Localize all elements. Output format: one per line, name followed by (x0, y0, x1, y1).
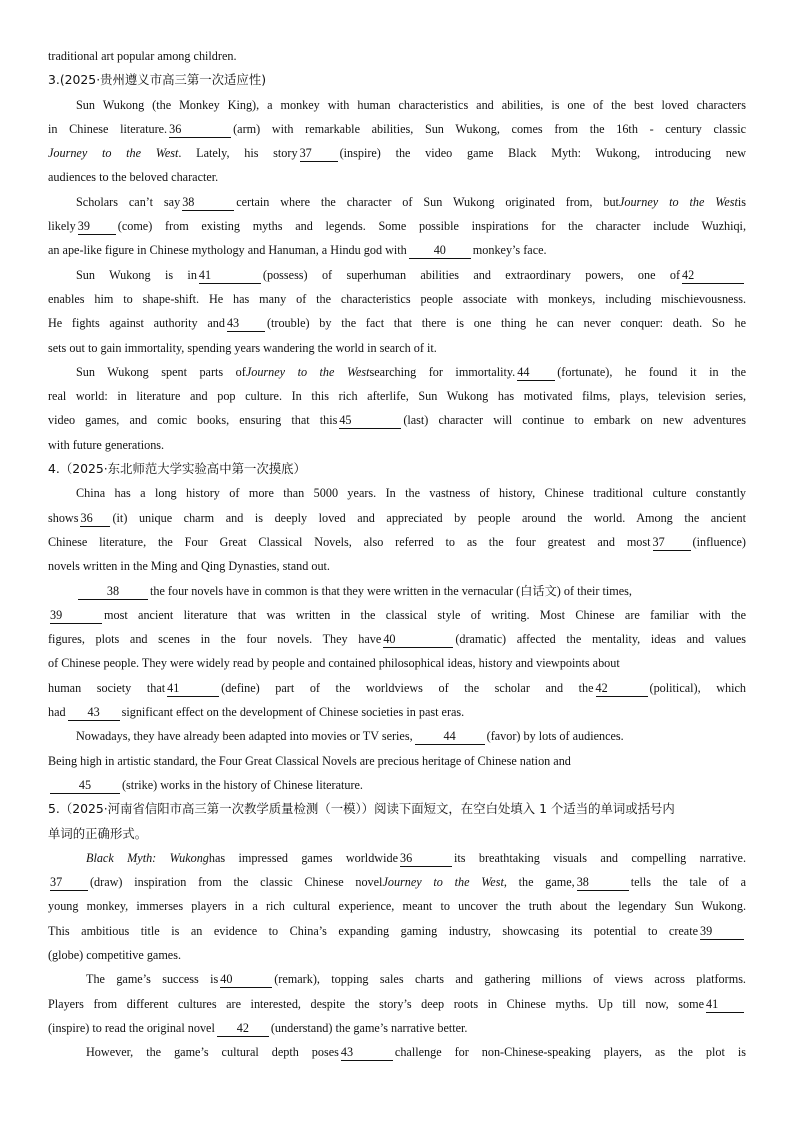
text-line: Black Myth: Wukonghas impressed games worldwide 36 its breathtaking visuals and compelling narrative. (86, 850, 746, 865)
text-line: human society that 41 (define) part of the worldviews of the scholar and the 42 (political), which (48, 680, 746, 695)
text-line: novels written in the Ming and Qing Dynasties, stand out. (48, 559, 330, 574)
blank-44[interactable]: 44 (415, 729, 485, 745)
text-line: traditional art popular among children. (48, 49, 237, 63)
text-line: figures, plots and scenes in the four novels. They have 40 (dramatic) affected the mentality, ideas and values (48, 632, 746, 647)
blank-42[interactable]: 42 (682, 268, 744, 284)
blank-43[interactable]: 43 (227, 316, 265, 332)
section-heading-cont: 单词的正确形式。 (48, 825, 148, 841)
text-line: shows 36 (it) unique charm and is deeply loved and appreciated by people around the world. Among the ancient (48, 510, 746, 525)
text-line: with future generations. (48, 437, 165, 452)
blank-40[interactable]: 40 (220, 972, 272, 988)
blank-40[interactable]: 40 (409, 243, 471, 259)
text-line: enables him to shape-shift. He has many of the characteristics people associate with monkeys, including mischievousness. (48, 291, 746, 306)
text-line: 37 (draw) inspiration from the classic Chinese novelJourney to the West, the game, 38 tells the tale of a (50, 875, 746, 890)
blank-45[interactable]: 45 (339, 413, 401, 429)
blank-36[interactable]: 36 (400, 851, 452, 867)
blank-41[interactable]: 41 (199, 268, 261, 284)
text-line: in Chinese literature. 36 (arm) with remarkable abilities, Sun Wukong, comes from the 16th - century classic (48, 121, 746, 136)
blank-41[interactable]: 41 (167, 681, 219, 697)
blank-36[interactable]: 36 (169, 122, 231, 138)
text-line: (inspire) to read the original novel 42 (understand) the game’s narrative better. (48, 1020, 468, 1035)
text-line: 45 (strike) works in the history of Chinese literature. (48, 773, 746, 797)
blank-38[interactable]: 38 (577, 875, 629, 891)
text-line: Sun Wukong is in 41 (possess) of superhuman abilities and extraordinary powers, one of 42 (48, 263, 746, 287)
text-line: Scholars can’t say 38 certain where the character of Sun Wukong originated from, butJourney to the Westis (76, 194, 746, 209)
section-heading: 5.（2025·河南省信阳市高三第一次教学质量检测（一模））阅读下面短文，在空白处填入 1 个适当的单词或括号内 (48, 801, 675, 817)
blank-40[interactable]: 40 (383, 632, 453, 648)
blank-39[interactable]: 39 (50, 608, 102, 624)
blank-43[interactable]: 43 (68, 705, 120, 721)
blank-38[interactable]: 38 (182, 195, 234, 211)
blank-36[interactable]: 36 (80, 511, 110, 527)
text-line: Players from different cultures are interested, despite the story’s deep roots in Chinese myths. Up till now, some 41 (48, 992, 746, 1016)
section-heading: 3.(2025·贵州遵义市高三第一次适应性) (48, 72, 267, 88)
text-line: likely 39 (come) from existing myths and legends. Some possible inspirations for the character include Wuzhiqi, (48, 219, 746, 234)
text-line: young monkey, immerses players in a rich cultural experience, meant to uncover the truth about the legendary Sun Wukong. (48, 899, 746, 914)
text-line: Sun Wukong spent parts ofJourney to the Westsearching for immortality. 44 (fortunate), he found it in the (76, 364, 746, 379)
blank-39[interactable]: 39 (700, 924, 744, 940)
text-line: 39 most ancient literature that was written in the classical style of writing. Most Chinese are familiar with the (50, 607, 746, 622)
text-line: Being high in artistic standard, the Four Great Classical Novels are precious heritage of Chinese nation and (48, 753, 571, 768)
text-line: Journey to the West. Lately, his story 37 (inspire) the video game Black Myth: Wukong, introducing new (48, 146, 746, 161)
text-line: The game’s success is 40 (remark), topping sales charts and gathering millions of views across platforms. (86, 972, 746, 987)
text-line: an ape-like figure in Chinese mythology and Hanuman, a Hindu god with 40 monkey’s face. (48, 243, 547, 258)
text-line: had 43 significant effect on the development of Chinese societies in past eras. (48, 705, 465, 720)
document-content (48, 44, 746, 1064)
blank-41[interactable]: 41 (706, 997, 744, 1013)
blank-43[interactable]: 43 (341, 1045, 393, 1061)
text-line: Sun Wukong (the Monkey King), a monkey with human characteristics and abilities, is one of the best loved characters (76, 97, 746, 112)
text-line: of Chinese people. They were widely read by people and contained philosophical ideas, history and viewpoints about (48, 656, 620, 671)
text-line: This ambitious title is an evidence to China’s expanding gaming industry, showcasing its potential to create 39 (48, 919, 746, 943)
blank-37[interactable]: 37 (300, 146, 338, 162)
text-line: video games, and comic books, ensuring that this 45 (last) character will continue to embark on new adventures (48, 413, 746, 428)
text-line: Nowadays, they have already been adapted into movies or TV series, 44 (favor) by lots of audiences. (76, 729, 624, 744)
blank-44[interactable]: 44 (517, 365, 555, 381)
text-line: real world: in literature and pop culture. In this rich afterlife, Sun Wukong has motivated films, plays, television series, (48, 389, 746, 404)
blank-38[interactable]: 38 (78, 584, 148, 600)
blank-37[interactable]: 37 (50, 875, 88, 891)
text-line: He fights against authority and 43 (trouble) by the fact that there is one thing he can never conquer: death. So he (48, 316, 746, 331)
text-line: (globe) competitive games. (48, 947, 182, 962)
blank-42[interactable]: 42 (217, 1021, 269, 1037)
blank-37[interactable]: 37 (653, 535, 691, 551)
text-line: 38 the four novels have in common is that they were written in the vernacular (白话文) of their times, (48, 579, 746, 603)
section-heading: 4.（2025·东北师范大学实验高中第一次摸底） (48, 461, 306, 477)
text-line: China has a long history of more than 5000 years. In the vastness of history, Chinese traditional culture constantly (76, 486, 746, 501)
text-line: audiences to the beloved character. (48, 170, 219, 185)
text-line: Chinese literature, the Four Great Classical Novels, also referred to as the four greatest and most 37 (influence) (48, 534, 746, 549)
text-line: sets out to gain immortality, spending years wandering the world in search of it. (48, 340, 437, 355)
text-line: However, the game’s cultural depth poses 43 challenge for non-Chinese-speaking players, as the plot is (86, 1045, 746, 1060)
blank-39[interactable]: 39 (78, 219, 116, 235)
blank-45[interactable]: 45 (50, 778, 120, 794)
blank-42[interactable]: 42 (596, 681, 648, 697)
